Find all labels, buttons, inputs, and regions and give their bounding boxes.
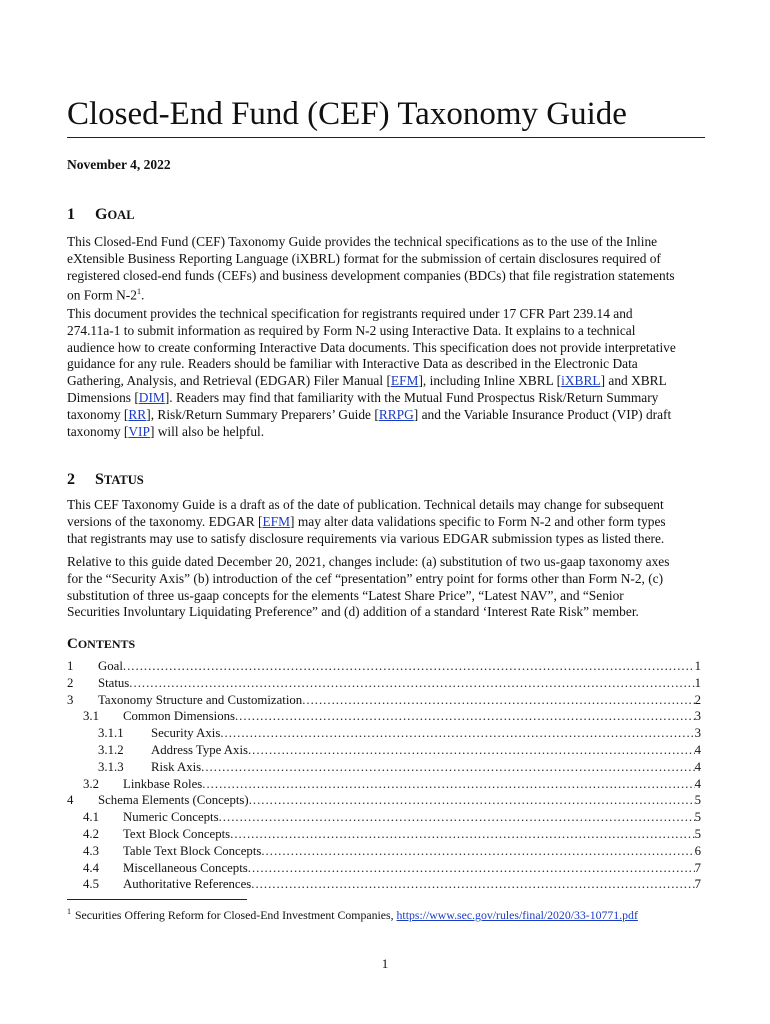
text-line: audience how to create conforming Interactive Data documents. This specification does not provide interpretative (67, 339, 676, 355)
toc-leader-dots (219, 809, 695, 826)
text-line: Securities Involuntary Liquidating Preference” and (d) addition of a standard ‘Interest Rate Risk” member. (67, 604, 639, 620)
contents-heading (67, 636, 135, 653)
text-fragment: versions of the taxonomy. EDGAR [ (67, 513, 263, 529)
toc-entry[interactable] (67, 725, 701, 742)
toc-entry-page: 7 (694, 877, 701, 892)
text-fragment: . (140, 287, 145, 303)
text-line: substitution of three us-gaap concepts for the elements “Latest Share Price”, “Latest NAV”, and “Senior (67, 587, 624, 603)
text-fragment: taxonomy [ (67, 423, 129, 439)
text-fragment: ] and the Variable Insurance Product (VIP) draft (413, 406, 672, 422)
toc-entry-number: 3.1.3 (98, 759, 124, 774)
toc-leader-dots (302, 692, 694, 709)
toc-entry-page: 3 (694, 709, 701, 724)
toc-entry-number: 4.2 (83, 826, 99, 841)
toc-entry-title: Authoritative References (123, 877, 252, 892)
title-underline (67, 137, 705, 138)
document-title: Closed-End Fund (CEF) Taxonomy Guide (67, 96, 627, 132)
toc-entry[interactable] (67, 843, 701, 860)
status-paragraph-1 (67, 497, 707, 547)
text-line: eXtensible Business Reporting Language (iXBRL) format for the submission of certain disclosures required of (67, 250, 661, 266)
text-line: that registrants may use to satisfy disclosure requirements via various EDGAR submission types as listed there. (67, 530, 665, 546)
heading-rest: ONTENTS (77, 637, 136, 651)
text-line: This CEF Taxonomy Guide is a draft as of the date of publication. Technical details may change for subsequent (67, 497, 664, 512)
toc-entry-title: Common Dimensions (123, 709, 235, 724)
heading-rest: TATUS (103, 473, 144, 487)
toc-entry-page: 6 (694, 843, 701, 858)
toc-entry[interactable] (67, 860, 701, 877)
ixbrl-link[interactable]: iXBRL (561, 373, 601, 389)
footnote-ref[interactable]: 1 (136, 287, 141, 297)
toc-leader-dots (261, 843, 694, 860)
text-line (67, 373, 707, 390)
toc-entry-title: Table Text Block Concepts (123, 843, 262, 858)
text-line (67, 424, 707, 441)
sec-rule-link[interactable]: https://www.sec.gov/rules/final/2020/33-10771.pdf (396, 908, 638, 922)
text-fragment: taxonomy [ (67, 406, 129, 422)
text-line (67, 407, 707, 424)
toc-entry-page: 3 (694, 726, 701, 741)
toc-entry[interactable] (67, 708, 701, 725)
toc-entry[interactable] (67, 675, 701, 692)
text-line: This Closed-End Fund (CEF) Taxonomy Guide provides the technical specifications as to the use of the Inline (67, 234, 658, 249)
toc-leader-dots (249, 792, 695, 809)
text-fragment: Dimensions [ (67, 389, 139, 405)
toc-entry-title: Miscellaneous Concepts (123, 860, 248, 875)
toc-entry-number: 4 (67, 793, 74, 808)
toc-entry-number: 4.4 (83, 860, 99, 875)
text-line: Relative to this guide dated December 20, 2021, changes include: (a) substitution of two us-gaap taxonomy axes (67, 554, 670, 569)
text-line: 274.11a-1 to submit information as required by Form N-2 using Interactive Data. It explains to a technical (67, 322, 636, 338)
toc-entry-page: 5 (694, 793, 701, 808)
document-date: November 4, 2022 (67, 157, 171, 172)
efm-link[interactable]: EFM (390, 373, 419, 389)
toc-entry-number: 4.1 (83, 810, 99, 825)
section-number: 1 (67, 206, 75, 223)
heading-initial: G (95, 206, 108, 223)
text-line (67, 284, 707, 304)
toc-entry-number: 2 (67, 675, 74, 690)
text-fragment: ] and XBRL (600, 373, 667, 389)
toc-leader-dots (201, 759, 694, 776)
efm-link[interactable]: EFM (262, 513, 291, 529)
toc-leader-dots (202, 776, 694, 793)
toc-leader-dots (235, 708, 695, 725)
toc-entry-number: 1 (67, 659, 74, 673)
toc-entry[interactable] (67, 742, 701, 759)
text-fragment: ] may alter data validations specific to Form N-2 and other form types (290, 513, 666, 529)
toc-leader-dots (230, 826, 694, 843)
vip-link[interactable]: VIP (128, 423, 150, 439)
section-status-heading (67, 471, 144, 489)
toc-leader-dots (248, 742, 695, 759)
text-fragment: ], including Inline XBRL [ (418, 373, 562, 389)
toc-entry-number: 3.2 (83, 776, 99, 791)
section-goal-heading (67, 206, 135, 224)
rrpg-link[interactable]: RRPG (378, 406, 414, 422)
toc-entry-title: Numeric Concepts (123, 810, 219, 825)
toc-leader-dots (248, 860, 695, 877)
toc-entry-page: 4 (694, 742, 701, 757)
text-fragment: ], Risk/Return Summary Preparers’ Guide [ (146, 406, 379, 422)
toc-entry[interactable] (67, 876, 701, 893)
toc-entry-page: 7 (694, 860, 701, 875)
heading-rest: OAL (107, 208, 135, 222)
text-line (67, 390, 707, 407)
toc-entry-page: 5 (694, 826, 701, 841)
text-fragment: Gathering, Analysis, and Retrieval (EDGAR) Filer Manual [ (67, 373, 391, 389)
footnote-mark: 1 (67, 907, 71, 916)
toc-entry[interactable] (67, 826, 701, 843)
dim-link[interactable]: DIM (138, 389, 165, 405)
toc-entry-number: 3.1 (83, 709, 99, 724)
toc-entry-page: 4 (694, 776, 701, 791)
text-line: This document provides the technical specification for registrants required under 17 CFR Part 239.14 and (67, 306, 633, 321)
toc-entry[interactable] (67, 776, 701, 793)
toc-entry-title: Goal (98, 659, 123, 673)
heading-initial: S (95, 471, 104, 488)
footnote (67, 907, 638, 923)
toc-entry-page: 2 (694, 692, 701, 707)
toc-entry-title: Address Type Axis (151, 742, 248, 757)
toc-entry-page: 1 (694, 675, 701, 690)
toc-leader-dots (220, 725, 694, 742)
toc-entry-number: 3.1.2 (98, 742, 124, 757)
toc-entry-number: 4.5 (83, 877, 99, 892)
toc-entry-page: 1 (694, 659, 701, 673)
toc-entry[interactable] (67, 759, 701, 776)
toc-entry-title: Status (98, 675, 130, 690)
text-fragment: on Form N-2 (67, 287, 137, 303)
text-line (67, 514, 707, 531)
text-fragment: ] will also be helpful. (149, 423, 265, 439)
footnote-separator (67, 899, 247, 900)
goal-paragraph-1 (67, 234, 707, 305)
toc-entry-number: 3.1.1 (98, 726, 124, 741)
status-paragraph-2 (67, 554, 707, 621)
toc-entry-number: 4.3 (83, 843, 99, 858)
text-line: for the “Security Axis” (b) introduction of the cef “presentation” entry point for forms other than Form N-2, (c) (67, 570, 664, 586)
toc-entry-title: Text Block Concepts (123, 826, 231, 841)
rr-link[interactable]: RR (128, 406, 147, 422)
toc-entry-title: Linkbase Roles (123, 776, 203, 791)
toc-entry[interactable] (67, 809, 701, 826)
text-line: guidance for any rule. Readers should be familiar with Interactive Data as described in the Electronic Data (67, 356, 638, 372)
toc-leader-dots (129, 675, 694, 692)
text-line: registered closed-end funds (CEFs) and business development companies (BDCs) that file registration statements (67, 267, 675, 283)
toc-entry[interactable] (67, 658, 701, 675)
toc-leader-dots (251, 876, 694, 893)
toc-leader-dots (123, 658, 695, 675)
toc-entry-title: Taxonomy Structure and Customization (98, 692, 303, 707)
toc-entry[interactable] (67, 692, 701, 709)
toc-entry[interactable] (67, 792, 701, 809)
table-of-contents (67, 658, 701, 893)
toc-entry-title: Security Axis (151, 726, 221, 741)
toc-entry-title: Risk Axis (151, 759, 202, 774)
page-number: 1 (381, 956, 389, 971)
toc-entry-title: Schema Elements (Concepts) (98, 793, 249, 808)
goal-paragraph-2 (67, 306, 707, 440)
text-fragment: ]. Readers may find that familiarity with the Mutual Fund Prospectus Risk/Return Summary (164, 389, 659, 405)
toc-entry-page: 5 (694, 810, 701, 825)
heading-initial: C (67, 636, 78, 652)
footnote-text: Securities Offering Reform for Closed-End Investment Companies, (75, 908, 397, 922)
toc-entry-page: 4 (694, 759, 701, 774)
toc-entry-number: 3 (67, 692, 74, 707)
section-number: 2 (67, 471, 75, 488)
